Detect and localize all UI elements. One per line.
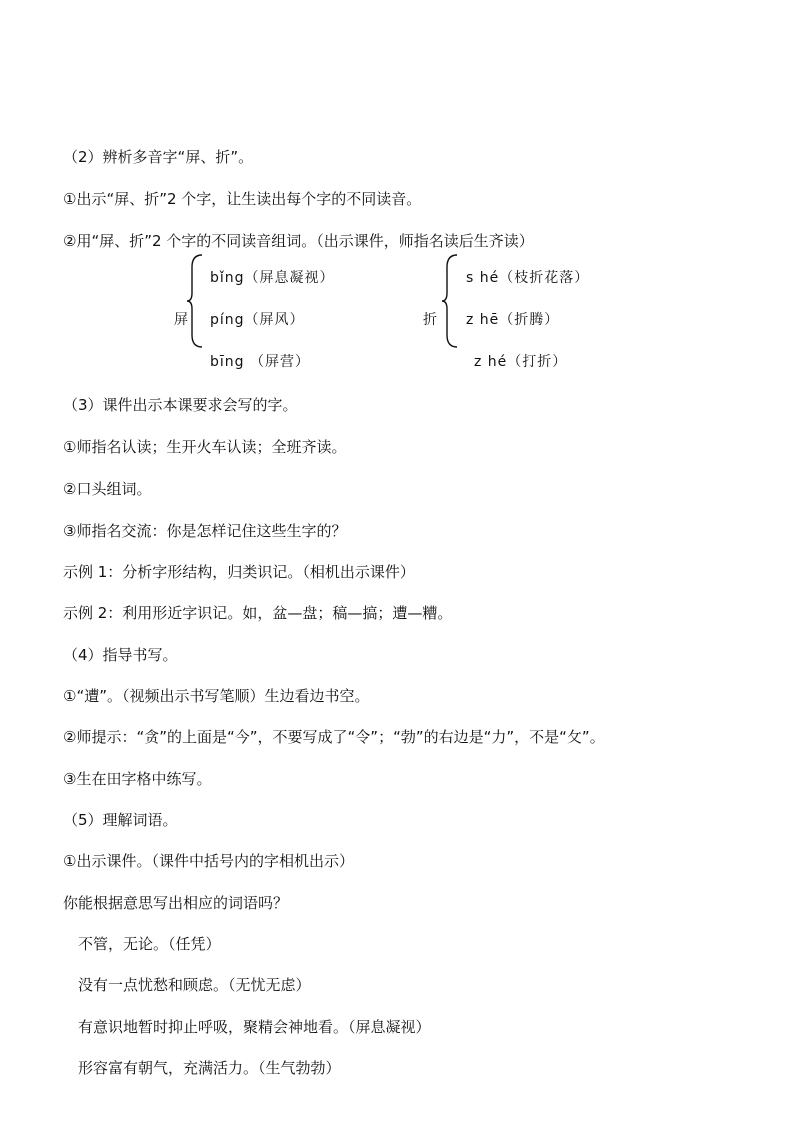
section-4-title: （4）指导书写。 <box>63 646 178 664</box>
polyphone-reading: z hé（打折） <box>474 354 568 370</box>
section-3-item-1: ①师指名认读；生开火车认读；全班齐读。 <box>63 438 347 456</box>
section-5-title: （5）理解词语。 <box>63 811 178 829</box>
section-2-item-2: ②用“屏、折”2 个字的不同读音组词。（出示课件，师指名读后生齐读） <box>63 232 534 250</box>
polyphone-char-zhe: 折 <box>423 312 437 328</box>
brace-icon <box>441 253 459 349</box>
polyphone-reading: z hē（折腾） <box>466 312 560 328</box>
polyphone-reading: bīng （屏营） <box>210 354 310 370</box>
section-4-item-3: ③生在田字格中练写。 <box>63 770 212 788</box>
definition-item: 没有一点忧愁和顾虑。（无忧无虑） <box>78 976 311 994</box>
section-4-item-2: ②师提示：“贪”的上面是“今”，不要写成了“令”；“勃”的右边是“力”，不是“攵”。 <box>63 728 605 746</box>
brace-icon <box>186 253 204 349</box>
section-2-title: （2）辨析多音字“屏、折”。 <box>63 148 254 166</box>
section-4-item-1: ①“遭”。（视频出示书写笔顺）生边看边书空。 <box>63 687 370 705</box>
section-3-item-3: ③师指名交流：你是怎样记住这些生字的？ <box>63 522 347 540</box>
definition-item: 形容富有朝气，充满活力。（生气勃勃） <box>78 1059 341 1077</box>
section-3-example-1: 示例 1：分析字形结构，归类识记。（相机出示课件） <box>63 563 415 581</box>
section-5-item-1: ①出示课件。（课件中括号内的字相机出示） <box>63 852 354 870</box>
polyphone-reading: s hé（枝折花落） <box>466 270 590 286</box>
section-3-item-2: ②口头组词。 <box>63 480 152 498</box>
polyphone-reading: bǐng（屏息凝视） <box>210 270 335 286</box>
definition-item: 有意识地暂时抑止呼吸，聚精会神地看。（屏息凝视） <box>78 1018 431 1036</box>
section-5-question: 你能根据意思写出相应的词语吗？ <box>63 894 289 912</box>
definition-item: 不管，无论。（任凭） <box>78 935 221 953</box>
polyphone-reading: píng（屏风） <box>210 312 305 328</box>
section-2-item-1: ①出示“屏、折”2 个字，让生读出每个字的不同读音。 <box>63 190 422 208</box>
section-3-title: （3）课件出示本课要求会写的字。 <box>63 396 298 414</box>
section-3-example-2: 示例 2：利用形近字识记。如，盆—盘；稿—搞；遭—糟。 <box>63 604 453 622</box>
polyphone-char-ping: 屏 <box>174 312 188 328</box>
